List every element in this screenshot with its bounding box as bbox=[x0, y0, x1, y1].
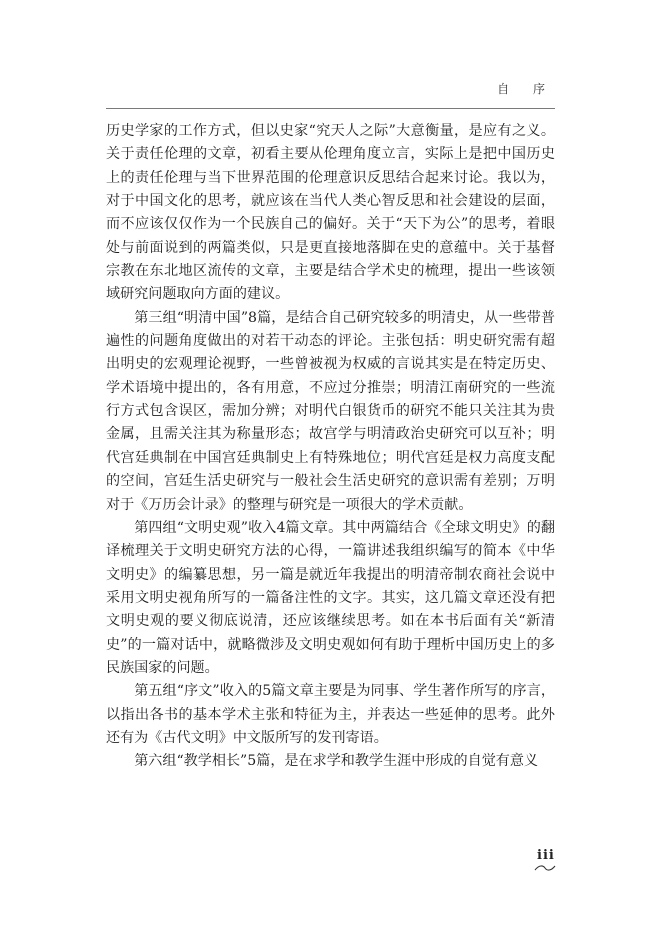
header-rule bbox=[106, 108, 555, 109]
page-number: iii bbox=[537, 848, 555, 863]
paragraph-group-four: 第四组“文明史观”收入4篇文章。其中两篇结合《全球文明史》的翻译梳理关于文明史研究方法的心得，一篇讲述我组织编写的简本《中华文明史》的编纂思想，另一篇是就近年我提出的明清帝制农商社会说中采用文明史视角所写的一篇备注性的文字。其实，这几篇文章还没有把文明史观的要义彻底说清，还应该继续思考。如在本书后面有关“新清史”的一篇对话中，就略微涉及文明史观如何有助于理析中国历史上的多民族国家的问题。 bbox=[106, 519, 555, 676]
paragraph-continuation: 历史学家的工作方式，但以史家“究天人之际”大意衡量，是应有之义。关于责任伦理的文章，初看主要从伦理角度立言，实际上是把中国历史上的责任伦理与当下世界范围的伦理意识反思结合起来讨论。我以为，对于中国文化的思考，就应该在当代人类心智反思和社会建设的层面，而不应该仅仅作为一个民族自己的偏好。关于“天下为公”的思考，着眼处与前面说到的两篇类似，只是更直接地落脚在史的意蕴中。关于基督宗教在东北地区流传的文章，主要是结合学术史的梳理，提出一些该领域研究问题取向方面的建议。 bbox=[106, 123, 555, 303]
paragraph-group-three: 第三组“明清中国”8篇，是结合自己研究较多的明清史，从一些带普遍性的问题角度做出的对若干动态的评论。主张包括：明史研究需有超出明史的宏观理论视野，一些曾被视为权威的言说其实是在特定历史、学术语境中提出的，各有用意，不应过分推崇；明清江南研究的一些流行方式包含误区，需加分辨；对明代白银货币的研究不能只关注其为贵金属，且需关注其为称量形态；故宫学与明清政治史研究可以互补；明代宫廷典制在中国宫廷典制史上有特殊地位；明代宫廷是权力高度支配的空间，宫廷生活史研究与一般社会生活史研究的意识需有差别；万明对于《万历会计录》的整理与研究是一项很大的学术贡献。 bbox=[106, 309, 555, 513]
folio-ornament-icon bbox=[533, 863, 557, 873]
body-text bbox=[106, 120, 555, 774]
paragraph-group-five: 第五组“序文”收入的5篇文章主要是为同事、学生著作所写的序言，以指出各书的基本学术主张和特征为主，并表达一些延伸的思考。此外还有为《古代文明》中文版所写的发刊寄语。 bbox=[106, 683, 555, 746]
running-header: 自 序 bbox=[497, 82, 555, 96]
paragraph-group-six: 第六组“教学相长”5篇，是在求学和教学生涯中形成的自觉有意义 bbox=[134, 753, 539, 770]
